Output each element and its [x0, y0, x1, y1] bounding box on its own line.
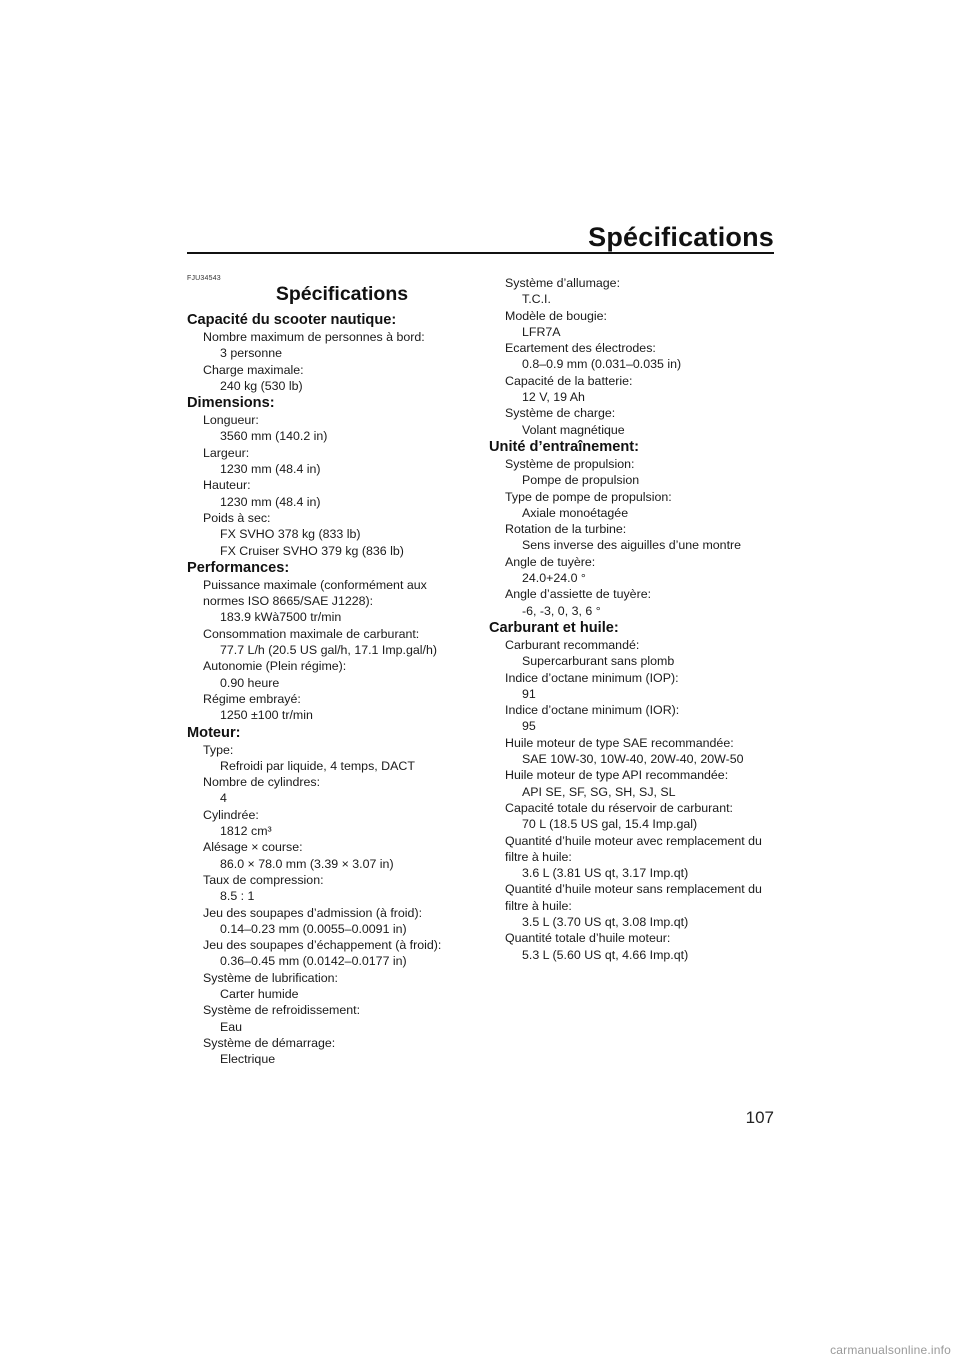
spec-value: 95	[522, 719, 536, 734]
spec-value: 70 L (18.5 US gal, 15.4 Imp.gal)	[522, 817, 698, 832]
spec-label: Système de refroidissement:	[203, 1003, 361, 1018]
spec-value: 183.9 kWà7500 tr/min	[220, 610, 342, 625]
spec-label: filtre à huile:	[505, 898, 572, 913]
spec-label: Charge maximale:	[203, 362, 304, 377]
spec-value: 3560 mm (140.2 in)	[220, 429, 328, 444]
spec-label: Autonomie (Plein régime):	[203, 659, 347, 674]
spec-section-heading: Dimensions:	[187, 395, 275, 412]
spec-label: Modèle de bougie:	[505, 308, 607, 323]
spec-label: Régime embrayé:	[203, 691, 301, 706]
spec-label: Capacité de la batterie:	[505, 373, 633, 388]
spec-value: FX Cruiser SVHO 379 kg (836 lb)	[220, 543, 404, 558]
spec-label: Indice d’octane minimum (IOR):	[505, 703, 680, 718]
spec-value: Refroidi par liquide, 4 temps, DACT	[220, 758, 415, 773]
spec-label: Alésage × course:	[203, 840, 303, 855]
spec-value: FX SVHO 378 kg (833 lb)	[220, 527, 361, 542]
spec-value: Volant magnétique	[522, 422, 625, 437]
spec-label: Poids à sec:	[203, 510, 271, 525]
spec-label: Système de propulsion:	[505, 456, 635, 471]
spec-label: Système d’allumage:	[505, 276, 621, 290]
page-title: Spécifications	[588, 222, 774, 252]
spec-value: Carter humide	[220, 986, 299, 1001]
spec-list-left	[187, 311, 469, 1067]
spec-value: 0.90 heure	[220, 675, 280, 690]
specs-column-left	[187, 275, 469, 1067]
spec-label: Jeu des soupapes d’échappement (à froid):	[203, 938, 442, 953]
spec-label: Angle d’assiette de tuyère:	[505, 587, 652, 602]
header-divider	[187, 252, 774, 254]
spec-label: Quantité totale d’huile moteur:	[505, 931, 671, 946]
spec-value: 0.14–0.23 mm (0.0055–0.0091 in)	[220, 921, 407, 936]
spec-label: Puissance maximale (conformément aux	[203, 577, 427, 592]
spec-label: filtre à huile:	[505, 849, 572, 864]
spec-value: 1230 mm (48.4 in)	[220, 494, 321, 509]
specs-column-right	[489, 275, 774, 963]
spec-label: Consommation maximale de carburant:	[203, 626, 420, 641]
spec-section-heading: Moteur:	[187, 724, 241, 741]
spec-value: 1812 cm³	[220, 824, 272, 839]
spec-value: Electrique	[220, 1052, 276, 1067]
spec-label: Jeu des soupapes d’admission (à froid):	[203, 905, 423, 920]
spec-label: Système de démarrage:	[203, 1035, 336, 1050]
spec-value: Eau	[220, 1019, 243, 1034]
spec-label: Nombre maximum de personnes à bord:	[203, 330, 425, 344]
spec-label: Système de charge:	[505, 406, 616, 421]
spec-value: 3 personne	[220, 346, 283, 361]
spec-value: API SE, SF, SG, SH, SJ, SL	[522, 784, 676, 799]
spec-value: 0.36–0.45 mm (0.0142–0.0177 in)	[220, 954, 407, 969]
spec-value: 24.0+24.0 °	[522, 571, 586, 586]
spec-value: 1250 ±100 tr/min	[220, 708, 313, 723]
spec-value: 91	[522, 686, 536, 701]
spec-value: Supercarburant sans plomb	[522, 654, 675, 669]
spec-label: Angle de tuyère:	[505, 554, 596, 569]
spec-label: Système de lubrification:	[203, 970, 338, 985]
spec-value: 3.6 L (3.81 US qt, 3.17 Imp.qt)	[522, 866, 689, 881]
spec-section-heading: Carburant et huile:	[489, 619, 619, 636]
spec-label: Hauteur:	[203, 478, 251, 493]
spec-list-right	[489, 275, 774, 963]
spec-value: 240 kg (530 lb)	[220, 378, 303, 393]
reference-code: FJU34543	[187, 275, 221, 282]
spec-value: T.C.I.	[522, 292, 551, 307]
spec-value: 0.8–0.9 mm (0.031–0.035 in)	[522, 357, 682, 372]
spec-label: Quantité d’huile moteur avec remplacement du	[505, 833, 762, 848]
spec-section-heading: Capacité du scooter nautique:	[187, 312, 397, 328]
spec-label: Nombre de cylindres:	[203, 775, 321, 790]
spec-value: Pompe de propulsion	[522, 473, 640, 488]
spec-label: normes ISO 8665/SAE J1228):	[203, 594, 374, 609]
spec-label: Ecartement des électrodes:	[505, 341, 656, 356]
spec-value: 3.5 L (3.70 US qt, 3.08 Imp.qt)	[522, 914, 689, 929]
spec-value: 5.3 L (5.60 US qt, 4.66 Imp.qt)	[522, 947, 689, 962]
page-number: 107	[745, 1108, 774, 1127]
spec-label: Capacité totale du réservoir de carburant:	[505, 800, 733, 815]
watermark-text: carmanualsonline.info	[830, 1343, 951, 1357]
spec-section-heading: Performances:	[187, 559, 290, 576]
spec-label: Quantité d’huile moteur sans remplacement du	[505, 882, 762, 897]
spec-label: Huile moteur de type API recommandée:	[505, 768, 729, 783]
spec-label: Type de pompe de propulsion:	[505, 489, 672, 504]
spec-label: Cylindrée:	[203, 807, 259, 822]
spec-label: Longueur:	[203, 413, 259, 428]
spec-label: Indice d’octane minimum (IOP):	[505, 670, 679, 685]
spec-value: 4	[220, 791, 227, 806]
spec-label: Carburant recommandé:	[505, 637, 640, 652]
spec-value: Sens inverse des aiguilles d’une montre	[522, 538, 742, 553]
spec-value: SAE 10W-30, 10W-40, 20W-40, 20W-50	[522, 752, 744, 767]
spec-value: 77.7 L/h (20.5 US gal/h, 17.1 Imp.gal/h)	[220, 643, 437, 658]
spec-value: -6, -3, 0, 3, 6 °	[522, 603, 601, 618]
spec-value: 86.0 × 78.0 mm (3.39 × 3.07 in)	[220, 856, 394, 871]
spec-value: 8.5 : 1	[220, 889, 255, 904]
section-main-heading: Spécifications	[275, 283, 409, 305]
spec-value: 12 V, 19 Ah	[522, 390, 585, 405]
spec-value: Axiale monoétagée	[522, 505, 629, 520]
spec-label: Largeur:	[203, 445, 250, 460]
spec-value: LFR7A	[522, 324, 561, 339]
spec-section-heading: Unité d’entraînement:	[489, 438, 640, 455]
spec-value: 1230 mm (48.4 in)	[220, 462, 321, 477]
spec-label: Rotation de la turbine:	[505, 522, 627, 537]
spec-label: Huile moteur de type SAE recommandée:	[505, 735, 734, 750]
spec-label: Type:	[203, 742, 234, 757]
spec-label: Taux de compression:	[203, 872, 324, 887]
